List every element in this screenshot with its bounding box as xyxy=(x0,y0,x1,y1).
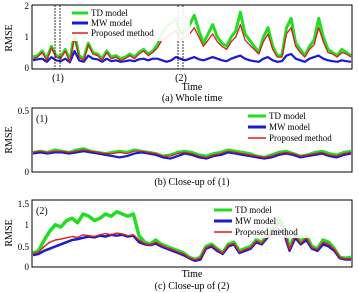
panel-a-ylabel: RMSE xyxy=(4,24,15,52)
legend-c-label-mw: MW model xyxy=(235,216,277,226)
panel-c-ytick-3: 1.5 xyxy=(17,199,29,209)
panel-c-closeup-2 xyxy=(4,199,352,292)
legend-b-label-td: TD model xyxy=(269,111,306,121)
panel-b-ytick-0: 0 xyxy=(24,167,29,177)
panel-c-xlabel: Time xyxy=(181,269,203,280)
panel-b-legend xyxy=(248,111,332,143)
panel-c-ytick-2: 1 xyxy=(24,220,29,230)
panel-c-inset-label: (2) xyxy=(36,206,48,217)
closeup-2-annotation: (2) xyxy=(175,73,187,84)
panel-c-ytick-1: 0.5 xyxy=(17,242,29,252)
panel-a-ytick-0: 0 xyxy=(24,63,29,73)
legend-a-label-td: TD model xyxy=(91,8,128,18)
legend-b-label-proposed: Proposed method xyxy=(269,133,332,143)
legend-b-label-mw: MW model xyxy=(269,122,311,132)
panel-a-xlabel: Time xyxy=(181,82,203,93)
panel-a-caption: (a) Whole time xyxy=(161,93,223,104)
legend-a-label-proposed: Proposed method xyxy=(91,28,154,38)
panel-b-caption: (b) Close-up of (1) xyxy=(154,177,230,188)
panel-b-ytick-1: 0.5 xyxy=(17,106,29,116)
legend-a-label-mw: MW model xyxy=(91,18,133,28)
panel-a-legend xyxy=(70,7,190,41)
legend-c-label-proposed: Proposed method xyxy=(235,227,298,237)
panel-c-legend xyxy=(210,202,350,238)
panel-b-ylabel: RMSE xyxy=(4,126,15,154)
panel-b-inset-label: (1) xyxy=(36,114,48,125)
panel-c-ylabel: RMSE xyxy=(4,219,15,247)
panel-a-whole-time xyxy=(4,1,352,104)
panel-b-closeup-1 xyxy=(4,106,352,188)
legend-c-label-td: TD model xyxy=(235,205,272,215)
panel-c-ytick-0: 0 xyxy=(24,262,29,272)
panel-b-plot-area xyxy=(33,149,351,159)
panel-c-caption: (c) Close-up of (2) xyxy=(154,281,230,292)
closeup-1-annotation: (1) xyxy=(52,73,64,84)
panel-a-ytick-1: 1 xyxy=(24,32,29,42)
panel-a-ytick-2: 2 xyxy=(24,1,29,11)
